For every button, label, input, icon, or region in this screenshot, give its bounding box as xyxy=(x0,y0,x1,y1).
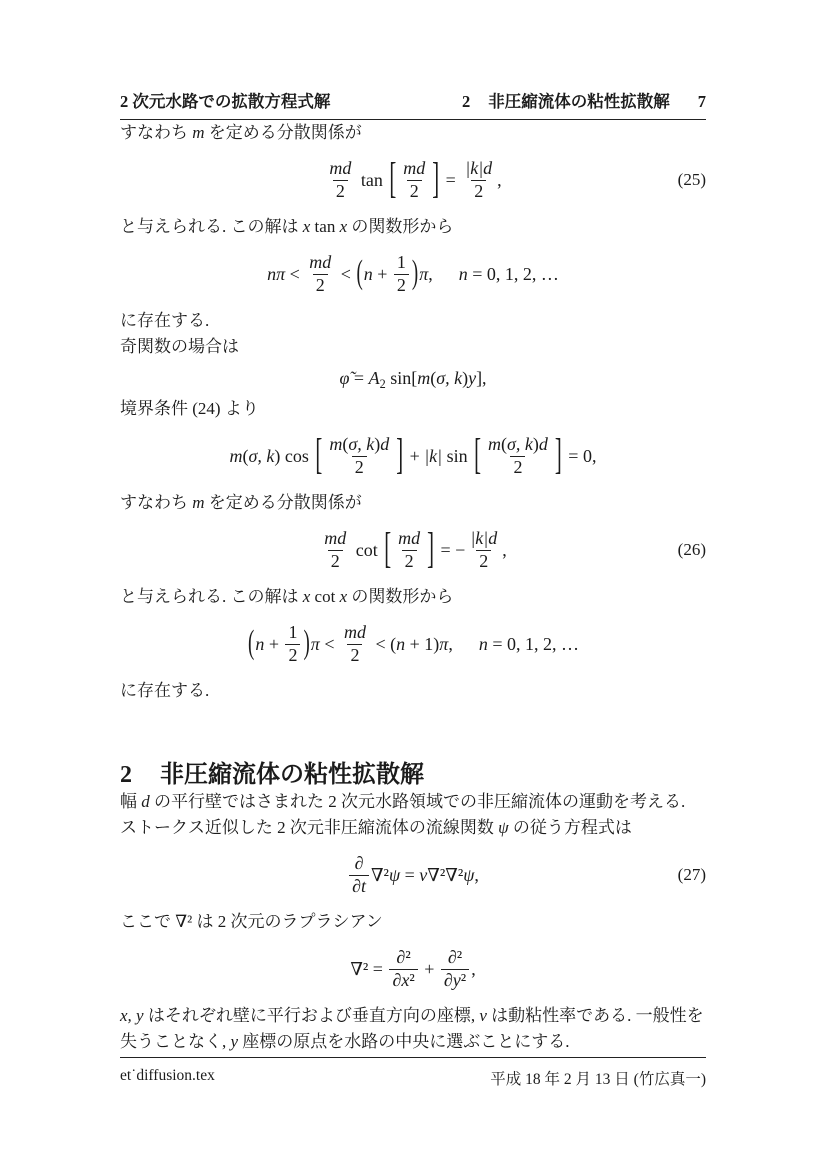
math-variable: md xyxy=(398,527,421,548)
header-section-number: 2 xyxy=(462,92,471,111)
equation-phi xyxy=(339,368,486,389)
footer-date: 平成 18 年 2 月 13 日 (竹広真一) xyxy=(490,1071,706,1088)
text-segment: 2 xyxy=(335,180,345,201)
text-segment: ∇²∇² xyxy=(427,864,464,885)
text-segment: と与えられる. この解は xyxy=(120,587,303,606)
fraction-numerator xyxy=(285,622,300,644)
paragraph-boundary-condition xyxy=(120,396,706,422)
fraction-denominator xyxy=(471,180,486,203)
text-segment: sin[ xyxy=(385,367,418,388)
text-segment: , xyxy=(474,864,479,885)
math-variable: |k|d xyxy=(465,157,493,178)
text-segment: ∇² xyxy=(370,864,389,885)
math-variable: A xyxy=(368,367,380,388)
math-variable: x xyxy=(302,587,311,606)
fraction-denominator xyxy=(349,875,369,898)
equation-26-row xyxy=(120,526,706,574)
section-heading-title: 非圧縮流体の粘性拡散解 xyxy=(160,762,424,788)
paragraph-dispersion-even xyxy=(120,120,706,146)
math-bracket: [ xyxy=(389,155,397,203)
fraction-denominator xyxy=(328,550,343,573)
text-segment: = 0, xyxy=(563,445,597,466)
math-paren: ) xyxy=(411,254,419,292)
math-variable: y xyxy=(468,367,477,388)
math-paren: ( xyxy=(248,624,255,662)
text-segment: に存在する. xyxy=(120,681,210,700)
math-variable: σ, k xyxy=(436,367,463,388)
fraction-numerator xyxy=(352,853,367,875)
text-segment: + 1) xyxy=(405,633,440,654)
text-segment: < xyxy=(336,263,356,284)
math-variable: n xyxy=(396,633,406,654)
text-segment: 2 xyxy=(404,550,414,571)
text-segment: , xyxy=(448,633,453,654)
math-fraction xyxy=(441,947,469,991)
text-segment: ² xyxy=(456,946,463,967)
paragraph-odd-function xyxy=(120,334,706,360)
math-variable: nπ xyxy=(267,263,286,284)
text-segment: は動粘性率である. 一般性を失うことなく, xyxy=(120,1006,704,1051)
fraction-denominator xyxy=(476,550,491,573)
math-fraction xyxy=(321,528,349,572)
text-segment: 2 xyxy=(350,644,360,665)
text-segment: ( xyxy=(342,433,349,454)
text-segment: ) cos xyxy=(274,445,314,466)
fraction-numerator xyxy=(400,158,428,180)
equation-laplacian-row xyxy=(120,945,706,993)
text-segment: ( xyxy=(242,445,249,466)
math-variable: m xyxy=(488,433,502,454)
inequality-tan xyxy=(267,252,559,296)
math-variable: ψ xyxy=(498,818,509,837)
text-segment: 2 xyxy=(409,180,419,201)
math-paren: ) xyxy=(303,624,310,662)
math-fraction xyxy=(349,853,369,897)
text-segment: 境界条件 (24) より xyxy=(120,399,259,418)
fraction-numerator xyxy=(485,434,551,456)
section-heading-number: 2 xyxy=(120,762,132,788)
math-variable: |k|d xyxy=(470,527,498,548)
math-fraction xyxy=(395,528,423,572)
fraction-numerator xyxy=(445,947,465,969)
math-variable: π xyxy=(439,633,449,654)
math-variable: md xyxy=(324,527,347,548)
fraction-denominator xyxy=(510,456,525,479)
math-variable: md xyxy=(329,157,352,178)
paragraph-coordinates xyxy=(120,1003,706,1055)
text-segment: = xyxy=(441,169,461,190)
math-subscript: 2 xyxy=(379,376,386,391)
math-variable: ψ xyxy=(388,864,401,885)
equation-number-27: (27) xyxy=(677,865,706,884)
text-segment: ここで ∇² は 2 次元のラプラシアン xyxy=(120,912,383,931)
math-variable: m xyxy=(229,445,243,466)
text-segment: の従う方程式は xyxy=(508,818,632,837)
text-segment: , xyxy=(497,169,502,190)
fraction-numerator xyxy=(326,158,354,180)
text-segment: すなわち xyxy=(120,123,193,142)
text-segment: ( xyxy=(430,367,437,388)
equation-number-25: (25) xyxy=(677,170,706,189)
text-segment: ² xyxy=(405,946,411,967)
math-variable: n xyxy=(363,263,373,284)
text-segment: の関数形から xyxy=(347,587,454,606)
header-left-title: 2 次元水路での拡散方程式解 xyxy=(120,92,331,111)
math-variable: d xyxy=(141,792,150,811)
math-variable: ∂x xyxy=(392,969,410,990)
equation-25 xyxy=(324,155,502,203)
paragraph-cot-solution xyxy=(120,584,706,610)
math-variable: x xyxy=(339,587,348,606)
math-variable: m xyxy=(192,493,205,512)
equation-laplacian xyxy=(350,947,475,991)
text-segment: 奇関数の場合は xyxy=(120,337,239,356)
text-segment: = 0, 1, 2, … xyxy=(487,633,579,654)
math-variable: π xyxy=(310,633,320,654)
math-variable: m xyxy=(417,367,431,388)
math-variable: md xyxy=(309,251,332,272)
text-segment: + xyxy=(372,263,392,284)
text-segment: 2 xyxy=(474,180,484,201)
fraction-numerator xyxy=(306,252,334,274)
math-variable: σ, k xyxy=(507,433,533,454)
text-segment: ( xyxy=(501,433,508,454)
equation-bc-row xyxy=(120,432,706,480)
paragraph-dispersion-odd xyxy=(120,490,706,516)
math-fraction xyxy=(326,158,354,202)
math-variable: φ̃ xyxy=(339,367,350,388)
math-fraction xyxy=(485,434,551,478)
equation-number-26: (26) xyxy=(677,540,706,559)
equation-boundary xyxy=(229,431,597,479)
inequality-cot-row xyxy=(120,620,706,668)
text-segment: 幅 xyxy=(120,792,142,811)
math-fraction xyxy=(341,622,369,666)
math-bracket: ] xyxy=(432,155,440,203)
paragraph-exists-1 xyxy=(120,308,706,334)
text-segment: < ( xyxy=(370,633,397,654)
text-segment: ) xyxy=(462,367,469,388)
fraction-numerator xyxy=(467,528,500,550)
text-segment: ² xyxy=(409,969,415,990)
math-variable: ∂ xyxy=(447,946,457,967)
math-variable: x xyxy=(339,217,348,236)
math-variable: md xyxy=(403,157,426,178)
text-segment: に存在する. xyxy=(120,311,210,330)
text-segment: < xyxy=(319,633,339,654)
math-variable: n xyxy=(458,263,468,284)
fraction-numerator xyxy=(394,252,409,274)
math-variable: ν xyxy=(479,1006,487,1025)
math-variable: ∂ xyxy=(396,946,406,967)
equation-26 xyxy=(319,525,507,573)
math-variable: d xyxy=(538,433,548,454)
text-segment: = xyxy=(400,864,420,885)
fraction-numerator xyxy=(393,947,413,969)
math-variable: σ, k xyxy=(348,433,375,454)
text-segment: 2 xyxy=(315,274,325,295)
header-right xyxy=(462,88,706,112)
fraction-denominator xyxy=(441,969,469,992)
text-segment: cot xyxy=(310,587,340,606)
math-variable: y xyxy=(230,1032,239,1051)
text-segment: ² xyxy=(460,969,467,990)
math-fraction xyxy=(400,158,428,202)
text-segment: を定める分散関係が xyxy=(204,123,362,142)
math-bracket: [ xyxy=(474,431,482,479)
math-variable: π xyxy=(419,263,429,284)
page-footer xyxy=(120,1057,706,1089)
equation-27-row xyxy=(120,851,706,899)
section-heading xyxy=(120,754,706,789)
fraction-denominator xyxy=(389,969,417,992)
text-segment: + xyxy=(405,445,425,466)
math-variable: n xyxy=(255,633,265,654)
text-segment: と与えられる. この解は xyxy=(120,217,303,236)
paragraph-tan-solution xyxy=(120,214,706,240)
text-segment: の平行壁ではさまれた 2 次元水路領域での非圧縮流体の運動を考える. ストークス近似した 2 次元非圧縮流体の流線関数 xyxy=(120,792,690,837)
equation-27 xyxy=(347,853,479,897)
math-bracket: ] xyxy=(427,525,435,573)
math-bracket: ] xyxy=(396,431,404,479)
math-variable: m xyxy=(329,433,343,454)
fraction-denominator xyxy=(407,180,422,203)
text-segment: ) xyxy=(374,433,381,454)
math-variable: σ, k xyxy=(248,445,275,466)
text-segment: ) xyxy=(532,433,539,454)
fraction-denominator xyxy=(333,180,348,203)
page-header xyxy=(120,88,706,120)
math-variable: ∂ xyxy=(354,852,364,873)
text-segment: 2 xyxy=(479,550,489,571)
text-segment: , xyxy=(502,539,507,560)
math-variable: d xyxy=(380,433,390,454)
inequality-tan-row xyxy=(120,250,706,298)
text-segment: 2 xyxy=(513,456,523,477)
fraction-denominator xyxy=(313,274,328,297)
equation-25-row xyxy=(120,156,706,204)
text-segment: ∇² = xyxy=(350,958,388,979)
text-segment: cot xyxy=(351,539,383,560)
text-segment: すなわち xyxy=(120,493,193,512)
math-bracket: ] xyxy=(554,431,562,479)
fraction-denominator xyxy=(352,456,367,479)
fraction-numerator xyxy=(462,158,495,180)
text-segment: 2 xyxy=(354,456,364,477)
fraction-denominator xyxy=(402,550,417,573)
math-bracket: [ xyxy=(384,525,392,573)
math-variable: |k| xyxy=(424,445,443,466)
text-segment: はそれぞれ壁に平行および垂直方向の座標, xyxy=(143,1006,480,1025)
text-segment: , xyxy=(471,958,476,979)
text-segment: tan xyxy=(356,169,388,190)
fraction-numerator xyxy=(326,434,392,456)
text-segment: sin xyxy=(442,445,473,466)
math-fraction xyxy=(306,252,334,296)
math-fraction xyxy=(394,252,409,296)
paragraph-laplacian-intro xyxy=(120,909,706,935)
text-segment: の関数形から xyxy=(347,217,454,236)
math-fraction xyxy=(326,434,392,478)
math-variable: m xyxy=(192,123,205,142)
math-variable: ψ xyxy=(463,864,475,885)
math-fraction xyxy=(285,622,300,666)
paragraph-section-intro xyxy=(120,789,706,841)
equation-phi-row xyxy=(120,365,706,391)
text-segment: 1 xyxy=(396,251,406,272)
footer-filename: et˙diffusion.tex xyxy=(120,1067,215,1084)
math-variable: n xyxy=(478,633,488,654)
math-variable: x xyxy=(302,217,311,236)
math-variable: ν xyxy=(419,864,428,885)
fraction-denominator xyxy=(347,644,362,667)
math-fraction xyxy=(467,528,500,572)
math-variable: ∂t xyxy=(352,875,366,896)
text-segment: tan xyxy=(310,217,340,236)
text-segment: = xyxy=(349,367,369,388)
math-fraction xyxy=(389,947,417,991)
text-segment: 1 xyxy=(288,621,298,642)
fraction-numerator xyxy=(395,528,423,550)
math-bracket: [ xyxy=(315,431,323,479)
fraction-numerator xyxy=(321,528,349,550)
text-segment: 2 xyxy=(330,550,340,571)
math-variable: md xyxy=(343,621,366,642)
math-variable: x, y xyxy=(120,1006,144,1025)
text-segment: = 0, 1, 2, … xyxy=(467,263,559,284)
math-fraction xyxy=(462,158,495,202)
text-segment: < xyxy=(285,263,305,284)
paragraph-exists-2 xyxy=(120,678,706,704)
text-segment: 2 xyxy=(288,644,298,665)
header-section-title: 非圧縮流体の粘性拡散解 xyxy=(488,92,670,111)
text-segment: 2 xyxy=(396,274,406,295)
text-segment: , xyxy=(428,263,433,284)
page-number: 7 xyxy=(697,92,706,111)
text-segment: = − xyxy=(436,539,466,560)
math-variable: ∂y xyxy=(443,969,461,990)
text-segment: + xyxy=(419,958,439,979)
text-segment: + xyxy=(264,633,284,654)
text-segment: を定める分散関係が xyxy=(204,493,362,512)
fraction-denominator xyxy=(285,644,300,667)
fraction-numerator xyxy=(341,622,369,644)
fraction-denominator xyxy=(394,274,409,297)
inequality-cot xyxy=(247,622,579,666)
math-paren: ( xyxy=(356,254,363,292)
text-segment: ], xyxy=(476,367,487,388)
text-segment: 座標の原点を水路の中央に選ぶことにする. xyxy=(238,1032,570,1051)
